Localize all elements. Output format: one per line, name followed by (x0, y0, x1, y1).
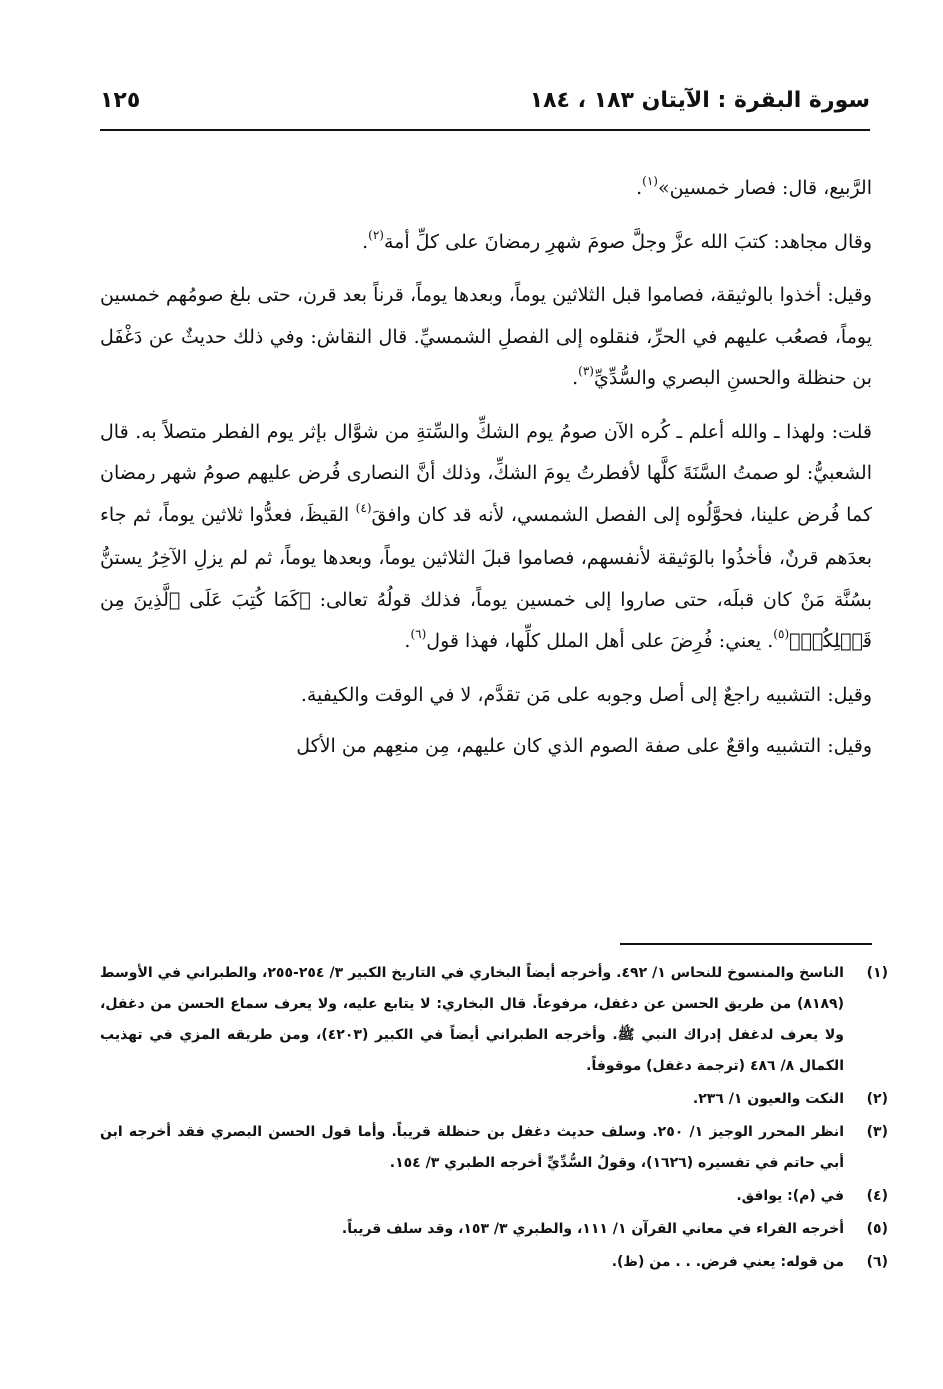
paragraph-1 (100, 168, 872, 212)
main-text (100, 168, 872, 778)
footnote-text: انظر المحرر الوجيز ١/ ٢٥٠. وسلف حديث دغفل بن حنظلة قريباً. وأما قول الحسن البصري فقد أخرجه ابن أبي حاتم في تفسيره (١٦٢٦)، وقولُ السُّدِّيِّ أخرجه الطبري ٣/ ١٥٤. (100, 1124, 844, 1171)
footnotes (100, 958, 888, 1280)
footnote-text: من قوله: يعني فرض. . . من (ظ). (611, 1254, 844, 1270)
footnote-number: (٢) (866, 1091, 888, 1107)
footnote-5 (100, 1214, 888, 1245)
footnote-3 (100, 1117, 888, 1179)
footnote-ref-1: (١) (642, 174, 658, 188)
footnote-ref-6: (٦) (410, 627, 427, 641)
footnote-ref-3: (٣) (578, 364, 594, 378)
footnote-2 (100, 1084, 888, 1115)
paragraph-text: وقيل: التشبيه واقعٌ على صفة الصوم الذي كان عليهم، مِن منعِهم من الأكل (296, 735, 872, 757)
paragraph-2 (100, 222, 872, 266)
paragraph-text: الرَّبيع، قال: فصار خمسين» (657, 177, 872, 199)
paragraph-text: قلت: ولهذا ـ والله أعلم ـ كُره الآن صومُ يوم الشكِّ والسِّتةِ من شوَّال بإثر يوم الفطر متصلاً به. قال الشعبيُّ: لو صمتُ السَّنَةَ كلَّها لأفطرتُ يومَ الشكِّ، وذلك أنَّ النصارى فُرض عليهم صومُ شهر رمضان كما فُرض علينا، فحوَّلُوه إلى الفصل الشمسي، لأنه قد كان وافقَ (100, 420, 873, 526)
page-number: ١٢٥ (100, 88, 141, 113)
paragraph-tail: . (404, 630, 411, 652)
footnote-4 (100, 1181, 888, 1212)
footnote-1 (100, 958, 888, 1082)
footnote-divider (620, 943, 872, 945)
footnote-number: (٤) (866, 1188, 888, 1204)
footnote-number: (١) (866, 965, 888, 981)
paragraph-tail: . (572, 367, 579, 389)
footnote-text: أخرجه الفراء في معاني القرآن ١/ ١١١، والطبري ٣/ ١٥٣، وقد سلف قريباً. (341, 1221, 844, 1237)
footnote-ref-2: (٢) (368, 227, 384, 242)
paragraph-text: وقيل: التشبيه راجعٌ إلى أصل وجوبه على مَن تقدَّم، لا في الوقت والكيفية. (300, 683, 872, 706)
page-header (100, 86, 870, 132)
paragraph-continuation: . يعني: فُرِضَ على أهل الملل كلِّها، فهذا قول (426, 630, 774, 652)
paragraph-6 (100, 726, 872, 768)
paragraph-5 (100, 675, 872, 717)
footnote-number: (٥) (866, 1221, 888, 1237)
paragraph-continuation: القيظَ، فعدُّوا ثلاثين يوماً، ثم جاء بعدَهم قرنٌ، فأخذُوا بالوَثيقة لأنفسهم، فصاموا قبلَ الثلاثين يوماً، وبعدها يوماً، ثم لم يزلِ الآخِرُ يستنُّ بسُنَّة مَنْ كان قبلَه، حتى صاروا إلى خمسين يوماً، فذلك قولُهُ تعالى: ﴿كَمَا كُتِبَ عَلَى ٱلَّذِينَ مِن قَبۡلِكُمۡ﴾ (100, 503, 872, 652)
paragraph-4 (100, 412, 872, 665)
paragraph-text: وقيل: أخذوا بالوثيقة، فصاموا قبل الثلاثين يوماً، وبعدها يوماً، قرناً بعد قرن، حتى بلغ صومُهم خمسين يوماً، فصعُب عليهم في الحرِّ، فنقلوه إلى الفصلِ الشمسيِّ. قال النقاش: وفي ذلك حديثٌ عن دَغْفَل بن حنظلة والحسنِ البصري والسُّدِّيِّ (100, 284, 872, 389)
paragraph-tail: . (362, 230, 369, 253)
footnote-text: النكت والعيون ١/ ٢٣٦. (692, 1091, 844, 1107)
footnote-ref-4: (٤) (355, 500, 372, 515)
running-title: سورة البقرة : الآيتان ١٨٣ ، ١٨٤ (529, 88, 870, 113)
paragraph-tail: . (636, 177, 643, 199)
footnote-text: الناسخ والمنسوخ للنحاس ١/ ٤٩٢. وأخرجه أيضاً البخاري في التاريخ الكبير ٣/ ٢٥٤-٢٥٥، والطبراني في الأوسط (٨١٨٩) من طريق الحسن عن دغفل، مرفوعاً. قال البخاري: لا يتابع عليه، ولا يعرف سماع الحسن من دغفل، ولا يعرف لدغفل إدراك النبي ﷺ. وأخرجه الطبراني أيضاً في الكبير (٤٢٠٣)، ومن طريقه المزي في تهذيب الكمال ٨/ ٤٨٦ (ترجمة دغفل) موقوفاً. (100, 965, 845, 1074)
footnote-ref-5: (٥) (773, 627, 790, 641)
header-divider (100, 129, 870, 131)
paragraph-text: وقال مجاهد: كتبَ الله عزَّ وجلَّ صومَ شهرِ رمضانَ على كلِّ أمة (383, 230, 872, 253)
footnote-6 (100, 1247, 888, 1278)
paragraph-3 (100, 275, 872, 402)
footnote-number: (٦) (866, 1254, 888, 1270)
footnote-text: في (م): يوافق. (736, 1188, 844, 1204)
footnote-number: (٣) (866, 1124, 888, 1140)
